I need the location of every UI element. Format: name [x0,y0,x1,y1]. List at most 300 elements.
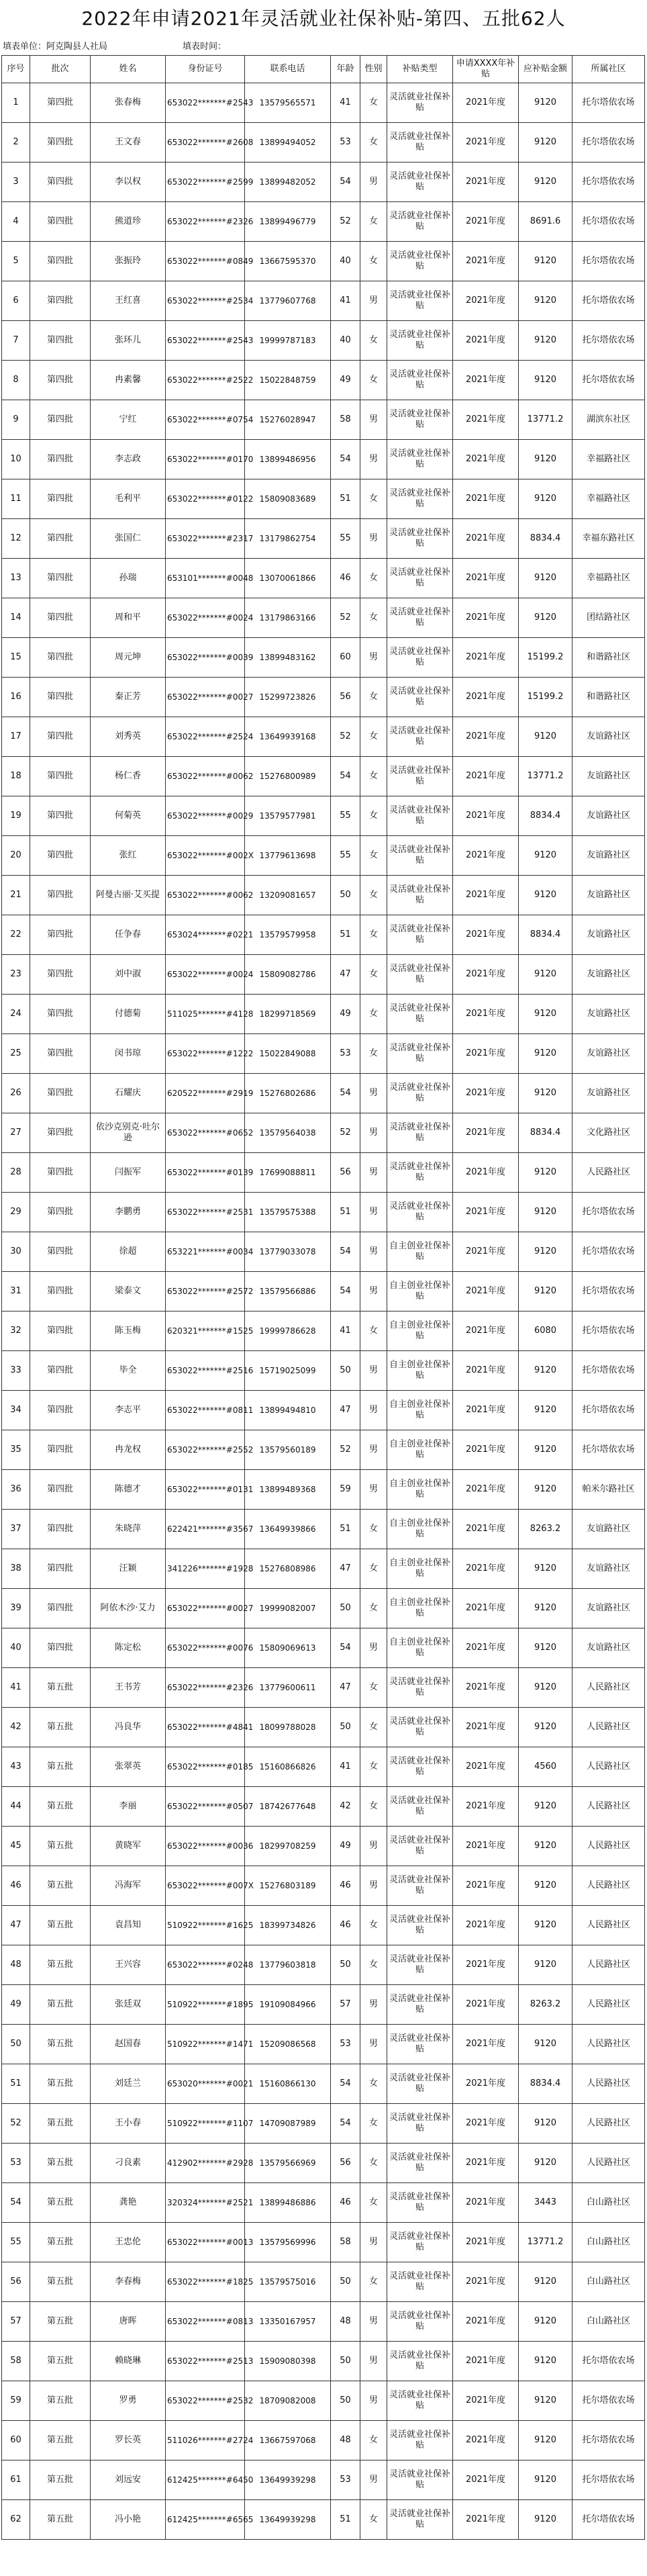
table-row [2,1787,645,1827]
cell-id: 653022*******#0027 [166,678,245,717]
table-row [2,123,645,163]
cell-id: 511025*******#4128 [166,995,245,1034]
cell-age: 56 [331,678,360,717]
cell-phone: 18299708259 [245,1827,331,1866]
cell-name: 周元坤 [91,638,166,678]
cell-year: 2021年度 [453,995,519,1034]
cell-age: 50 [331,2262,360,2302]
cell-name: 闵书琼 [91,1034,166,1074]
cell-id: 653101*******#0048 [166,559,245,598]
cell-phone: 15809082786 [245,955,331,995]
cell-age: 51 [331,2500,360,2540]
cell-id: 653022*******#2513 [166,2342,245,2381]
cell-type: 灵活就业社保补贴 [387,281,453,321]
table-row [2,836,645,876]
cell-gender: 女 [360,202,387,242]
cell-type: 自主创业社保补贴 [387,1232,453,1272]
cell-type: 灵活就业社保补贴 [387,400,453,440]
cell-year: 2021年度 [453,598,519,638]
table-row [2,638,645,678]
table-row [2,1074,645,1113]
cell-age: 54 [331,757,360,796]
cell-amount: 9120 [519,1074,573,1113]
cell-age: 47 [331,1668,360,1708]
cell-year: 2021年度 [453,2500,519,2540]
cell-age: 52 [331,717,360,757]
cell-age: 58 [331,400,360,440]
cell-community: 托尔塔依农场 [573,1312,645,1351]
cell-age: 50 [331,1351,360,1391]
cell-batch: 第四批 [30,321,91,361]
cell-type: 自主创业社保补贴 [387,1391,453,1430]
cell-id: 653022*******#0652 [166,1113,245,1153]
cell-gender: 女 [360,1945,387,1985]
cell-index: 50 [2,2025,30,2064]
cell-batch: 第四批 [30,757,91,796]
cell-community: 托尔塔依农场 [573,1391,645,1430]
cell-id: 653022*******#0185 [166,1747,245,1787]
cell-type: 灵活就业社保补贴 [387,717,453,757]
cell-community: 托尔塔依农场 [573,361,645,400]
cell-amount: 9120 [519,281,573,321]
cell-index: 44 [2,1787,30,1827]
cell-batch: 第四批 [30,1470,91,1510]
cell-year: 2021年度 [453,559,519,598]
cell-batch: 第四批 [30,163,91,202]
cell-batch: 第四批 [30,638,91,678]
cell-type: 灵活就业社保补贴 [387,915,453,955]
cell-amount: 9120 [519,1391,573,1430]
table-row [2,1866,645,1906]
cell-type: 灵活就业社保补贴 [387,955,453,995]
cell-gender: 男 [360,1827,387,1866]
cell-year: 2021年度 [453,1549,519,1589]
table-row [2,1510,645,1549]
cell-name: 阿曼古丽·艾买提 [91,876,166,915]
cell-batch: 第四批 [30,1351,91,1391]
fill-date-label: 填表时间： [183,42,227,52]
cell-type: 灵活就业社保补贴 [387,1074,453,1113]
cell-id: 510922*******#1471 [166,2025,245,2064]
cell-batch: 第四批 [30,1549,91,1589]
cell-index: 45 [2,1827,30,1866]
cell-amount: 9120 [519,321,573,361]
cell-age: 56 [331,2144,360,2183]
cell-type: 灵活就业社保补贴 [387,678,453,717]
cell-year: 2021年度 [453,1787,519,1827]
cell-gender: 男 [360,1470,387,1510]
cell-amount: 15199.2 [519,638,573,678]
cell-batch: 第五批 [30,1906,91,1945]
cell-type: 灵活就业社保补贴 [387,2421,453,2460]
cell-phone: 18399734826 [245,1906,331,1945]
cell-index: 61 [2,2460,30,2500]
table-row [2,2144,645,2183]
cell-gender: 男 [360,440,387,479]
cell-age: 51 [331,479,360,519]
cell-batch: 第四批 [30,1153,91,1193]
table-row [2,1628,645,1668]
cell-gender: 男 [360,1985,387,2025]
cell-amount: 9120 [519,955,573,995]
cell-phone: 13579577981 [245,796,331,836]
cell-age: 40 [331,321,360,361]
cell-type: 灵活就业社保补贴 [387,2262,453,2302]
cell-amount: 13771.2 [519,757,573,796]
cell-phone: 13649939866 [245,1510,331,1549]
cell-index: 54 [2,2183,30,2223]
cell-community: 友谊路社区 [573,1074,645,1113]
cell-batch: 第四批 [30,281,91,321]
cell-index: 18 [2,757,30,796]
cell-community: 和谐路社区 [573,678,645,717]
cell-phone: 18099788028 [245,1708,331,1747]
cell-community: 白山路社区 [573,2262,645,2302]
cell-age: 54 [331,2104,360,2144]
table-row [2,1153,645,1193]
cell-gender: 女 [360,2104,387,2144]
cell-id: 653022*******#0039 [166,638,245,678]
cell-index: 34 [2,1391,30,1430]
cell-name: 何菊英 [91,796,166,836]
col-gender: 性别 [360,56,387,83]
cell-id: 612425*******#6565 [166,2500,245,2540]
table-row [2,1034,645,1074]
cell-gender: 女 [360,717,387,757]
cell-age: 49 [331,1827,360,1866]
table-row [2,361,645,400]
cell-id: 511026*******#2724 [166,2421,245,2460]
cell-year: 2021年度 [453,876,519,915]
cell-batch: 第四批 [30,678,91,717]
table-row [2,1272,645,1312]
cell-name: 李鹏勇 [91,1193,166,1232]
cell-id: 653022*******#0076 [166,1628,245,1668]
cell-type: 灵活就业社保补贴 [387,1827,453,1866]
cell-amount: 9120 [519,1430,573,1470]
cell-amount: 9120 [519,1787,573,1827]
cell-year: 2021年度 [453,1985,519,2025]
cell-index: 16 [2,678,30,717]
table-row [2,1193,645,1232]
cell-type: 灵活就业社保补贴 [387,1866,453,1906]
cell-name: 冯海军 [91,1866,166,1906]
cell-year: 2021年度 [453,1193,519,1232]
cell-type: 灵活就业社保补贴 [387,2460,453,2500]
cell-community: 托尔塔依农场 [573,2342,645,2381]
cell-amount: 9120 [519,1351,573,1391]
col-id: 身份证号 [166,56,245,83]
cell-index: 52 [2,2104,30,2144]
cell-id: 653022*******#0754 [166,400,245,440]
cell-id: 653022*******#1222 [166,1034,245,1074]
cell-name: 王忠伦 [91,2223,166,2262]
table-row [2,1113,645,1153]
cell-name: 张廷双 [91,1985,166,2025]
cell-community: 友谊路社区 [573,1510,645,1549]
cell-amount: 9120 [519,163,573,202]
cell-community: 托尔塔依农场 [573,83,645,123]
cell-gender: 男 [360,1272,387,1312]
cell-amount: 9120 [519,1628,573,1668]
cell-id: 653022*******#002X [166,836,245,876]
cell-year: 2021年度 [453,2302,519,2342]
cell-community: 托尔塔依农场 [573,2421,645,2460]
cell-id: 653022*******#0813 [166,2302,245,2342]
cell-name: 陈德才 [91,1470,166,1510]
cell-age: 54 [331,440,360,479]
table-row [2,2302,645,2342]
cell-gender: 男 [360,519,387,559]
cell-age: 51 [331,915,360,955]
cell-amount: 9120 [519,440,573,479]
table-row [2,281,645,321]
cell-batch: 第四批 [30,202,91,242]
cell-year: 2021年度 [453,321,519,361]
cell-name: 张红 [91,836,166,876]
cell-phone: 13649939298 [245,2500,331,2540]
cell-amount: 6080 [519,1312,573,1351]
cell-gender: 女 [360,836,387,876]
cell-index: 43 [2,1747,30,1787]
cell-batch: 第四批 [30,479,91,519]
cell-type: 灵活就业社保补贴 [387,757,453,796]
cell-amount: 9120 [519,836,573,876]
cell-phone: 15299723826 [245,678,331,717]
cell-phone: 18742677648 [245,1787,331,1827]
col-year: 申请XXXX年补贴 [453,56,519,83]
cell-amount: 9120 [519,479,573,519]
cell-batch: 第五批 [30,1747,91,1787]
cell-year: 2021年度 [453,2460,519,2500]
cell-type: 自主创业社保补贴 [387,1589,453,1628]
cell-year: 2021年度 [453,202,519,242]
cell-name: 李志政 [91,440,166,479]
cell-gender: 女 [360,1708,387,1747]
cell-id: 653022*******#1825 [166,2262,245,2302]
cell-type: 自主创业社保补贴 [387,1351,453,1391]
cell-type: 灵活就业社保补贴 [387,1668,453,1708]
cell-age: 48 [331,2421,360,2460]
cell-id: 653022*******#2516 [166,1351,245,1391]
cell-year: 2021年度 [453,1589,519,1628]
cell-gender: 男 [360,1153,387,1193]
cell-index: 57 [2,2302,30,2342]
cell-community: 托尔塔依农场 [573,123,645,163]
cell-community: 托尔塔依农场 [573,321,645,361]
cell-age: 51 [331,1193,360,1232]
cell-name: 刘廷兰 [91,2064,166,2104]
cell-age: 50 [331,1708,360,1747]
cell-name: 王小春 [91,2104,166,2144]
cell-year: 2021年度 [453,678,519,717]
cell-age: 52 [331,1113,360,1153]
cell-type: 自主创业社保补贴 [387,1510,453,1549]
cell-batch: 第四批 [30,1232,91,1272]
cell-index: 21 [2,876,30,915]
cell-amount: 9120 [519,2262,573,2302]
cell-index: 55 [2,2223,30,2262]
cell-amount: 9120 [519,242,573,281]
cell-gender: 男 [360,1232,387,1272]
cell-index: 40 [2,1628,30,1668]
cell-phone: 13667597068 [245,2421,331,2460]
cell-phone: 13779613698 [245,836,331,876]
cell-phone: 18299718569 [245,995,331,1034]
cell-phone: 15719025099 [245,1351,331,1391]
table-row [2,1430,645,1470]
cell-age: 54 [331,1232,360,1272]
cell-community: 人民路社区 [573,1708,645,1747]
table-row [2,2381,645,2421]
cell-gender: 女 [360,2262,387,2302]
cell-type: 灵活就业社保补贴 [387,123,453,163]
cell-id: 653022*******#2326 [166,1668,245,1708]
cell-amount: 9120 [519,1827,573,1866]
table-row [2,440,645,479]
cell-id: 653022*******#2522 [166,361,245,400]
cell-id: 653022*******#0036 [166,1827,245,1866]
table-row [2,1351,645,1391]
cell-id: 653022*******#0170 [166,440,245,479]
cell-name: 李以权 [91,163,166,202]
cell-batch: 第五批 [30,2144,91,2183]
cell-id: 653022*******#0139 [166,1153,245,1193]
table-header-row [2,56,645,83]
cell-gender: 女 [360,2183,387,2223]
cell-name: 罗长英 [91,2421,166,2460]
cell-type: 灵活就业社保补贴 [387,361,453,400]
cell-phone: 15809069613 [245,1628,331,1668]
table-row [2,1668,645,1708]
cell-phone: 13779600611 [245,1668,331,1708]
cell-gender: 男 [360,400,387,440]
cell-index: 41 [2,1668,30,1708]
cell-index: 23 [2,955,30,995]
cell-id: 653022*******#2608 [166,123,245,163]
cell-age: 53 [331,123,360,163]
cell-index: 12 [2,519,30,559]
cell-name: 王书芳 [91,1668,166,1708]
cell-name: 王文春 [91,123,166,163]
table-row [2,83,645,123]
cell-gender: 男 [360,2342,387,2381]
cell-name: 袁昌知 [91,1906,166,1945]
subsidy-table [1,55,645,2540]
cell-id: 653022*******#0507 [166,1787,245,1827]
cell-gender: 女 [360,1747,387,1787]
cell-name: 陈定松 [91,1628,166,1668]
cell-type: 灵活就业社保补贴 [387,638,453,678]
cell-gender: 女 [360,1549,387,1589]
cell-community: 友谊路社区 [573,836,645,876]
cell-phone: 13649939168 [245,717,331,757]
cell-age: 40 [331,242,360,281]
cell-gender: 男 [360,1193,387,1232]
table-row [2,757,645,796]
cell-phone: 13350167957 [245,2302,331,2342]
cell-batch: 第五批 [30,2460,91,2500]
cell-community: 友谊路社区 [573,1549,645,1589]
cell-name: 龚艳 [91,2183,166,2223]
cell-age: 53 [331,1034,360,1074]
table-row [2,202,645,242]
cell-phone: 13899482052 [245,163,331,202]
cell-batch: 第五批 [30,2223,91,2262]
cell-year: 2021年度 [453,2421,519,2460]
cell-year: 2021年度 [453,1113,519,1153]
cell-id: 653022*******#0013 [166,2223,245,2262]
cell-id: 320324*******#2521 [166,2183,245,2223]
cell-id: 341226*******#1928 [166,1549,245,1589]
cell-name: 冯良华 [91,1708,166,1747]
cell-batch: 第五批 [30,2500,91,2540]
cell-age: 54 [331,1272,360,1312]
cell-id: 653022*******#2534 [166,281,245,321]
cell-gender: 女 [360,361,387,400]
cell-year: 2021年度 [453,1232,519,1272]
cell-age: 53 [331,2460,360,2500]
cell-index: 33 [2,1351,30,1391]
cell-type: 灵活就业社保补贴 [387,519,453,559]
cell-batch: 第四批 [30,1272,91,1312]
cell-age: 52 [331,598,360,638]
cell-community: 幸福路社区 [573,440,645,479]
cell-name: 张翠英 [91,1747,166,1787]
cell-id: 653022*******#0024 [166,955,245,995]
cell-year: 2021年度 [453,400,519,440]
cell-type: 灵活就业社保补贴 [387,1034,453,1074]
cell-batch: 第五批 [30,2104,91,2144]
cell-index: 35 [2,1430,30,1470]
cell-amount: 8263.2 [519,1510,573,1549]
cell-year: 2021年度 [453,2342,519,2381]
cell-type: 灵活就业社保补贴 [387,1113,453,1153]
cell-index: 46 [2,1866,30,1906]
cell-index: 4 [2,202,30,242]
cell-id: 653022*******#2543 [166,83,245,123]
cell-index: 49 [2,1985,30,2025]
cell-phone: 13579560189 [245,1430,331,1470]
cell-batch: 第四批 [30,1628,91,1668]
table-row [2,955,645,995]
cell-name: 刁良素 [91,2144,166,2183]
cell-type: 灵活就业社保补贴 [387,202,453,242]
cell-amount: 8834.4 [519,519,573,559]
cell-year: 2021年度 [453,1391,519,1430]
cell-index: 39 [2,1589,30,1628]
cell-id: 622421*******#3567 [166,1510,245,1549]
cell-batch: 第四批 [30,361,91,400]
cell-type: 灵活就业社保补贴 [387,479,453,519]
cell-amount: 3443 [519,2183,573,2223]
cell-year: 2021年度 [453,83,519,123]
cell-community: 幸福东路社区 [573,519,645,559]
cell-amount: 9120 [519,2381,573,2421]
cell-gender: 女 [360,757,387,796]
cell-age: 58 [331,2223,360,2262]
cell-phone: 15022848759 [245,361,331,400]
cell-amount: 9120 [519,1945,573,1985]
cell-gender: 男 [360,281,387,321]
cell-id: 653022*******#2552 [166,1430,245,1470]
cell-id: 653022*******#2326 [166,202,245,242]
cell-type: 灵活就业社保补贴 [387,1153,453,1193]
table-row [2,400,645,440]
cell-amount: 9120 [519,83,573,123]
cell-gender: 女 [360,1906,387,1945]
cell-index: 42 [2,1708,30,1747]
